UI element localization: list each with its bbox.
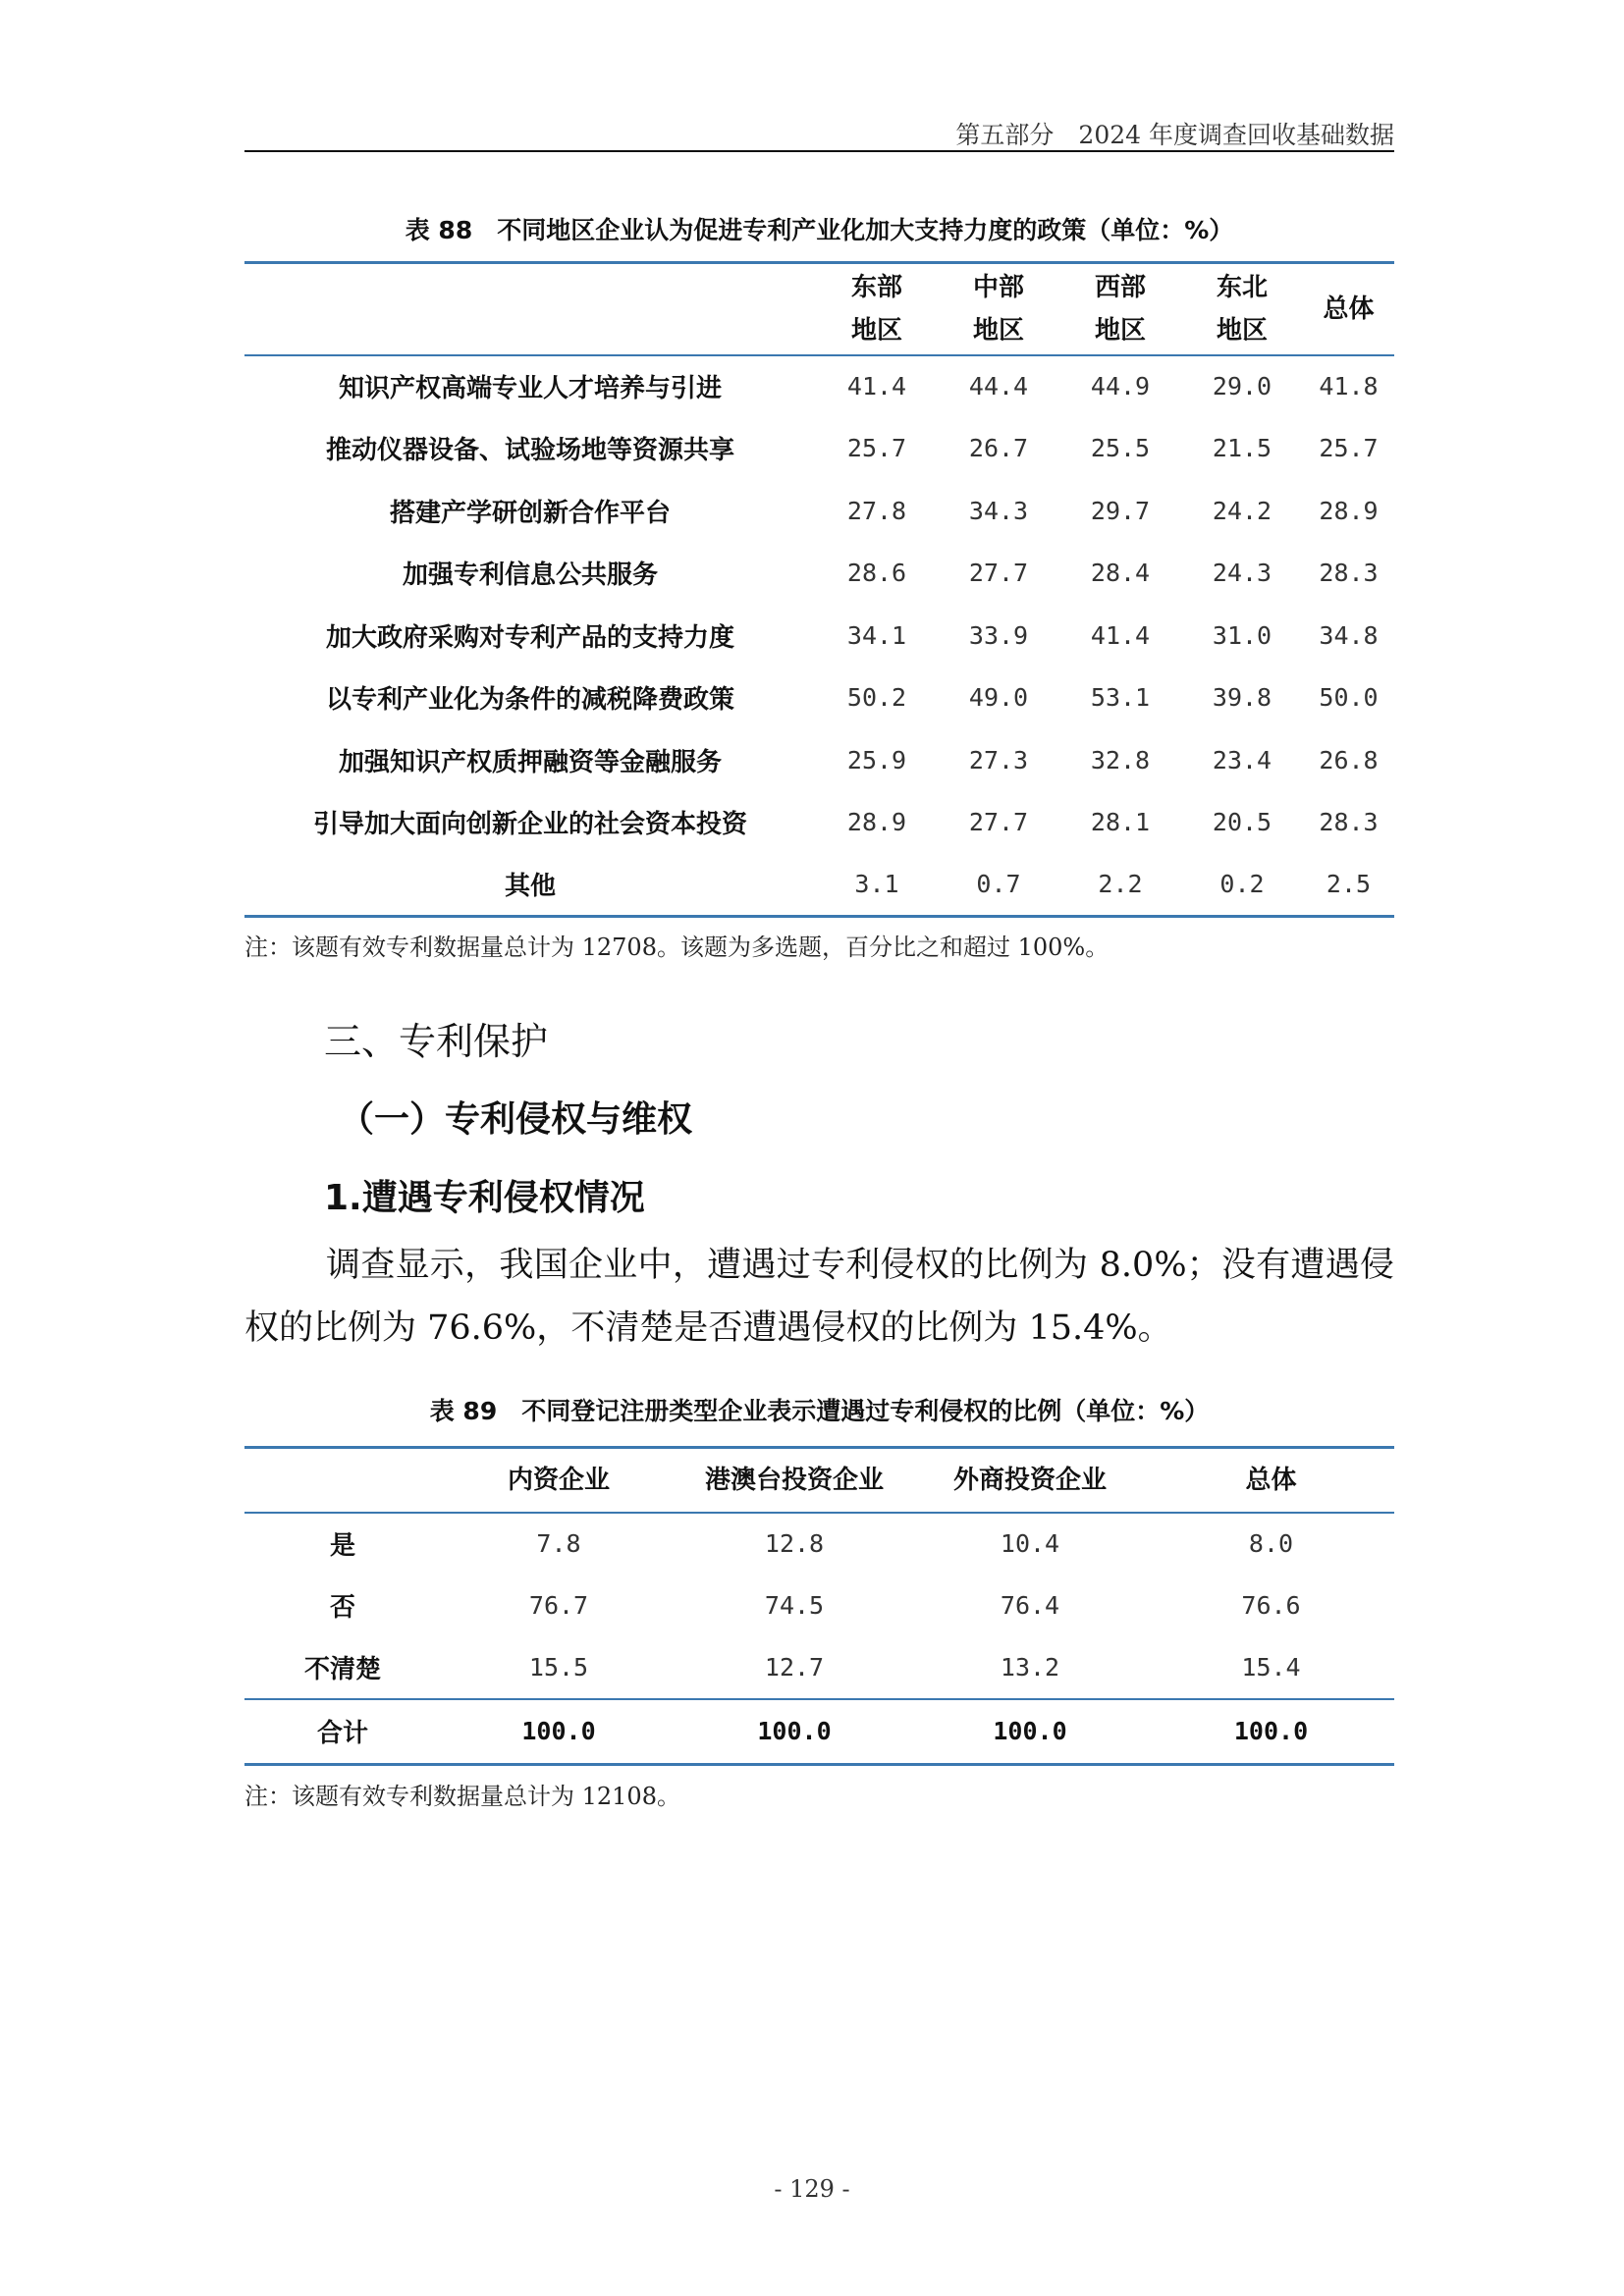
cell-value: 25.9 bbox=[846, 745, 907, 774]
row-label: 不清楚 bbox=[244, 1637, 441, 1700]
cell-value: 41.4 bbox=[1090, 620, 1151, 650]
cell-value: 29.0 bbox=[1212, 372, 1272, 401]
col-line1: 东北 bbox=[1216, 272, 1268, 302]
total-value: 100.0 bbox=[441, 1699, 677, 1764]
cell-value: 2.5 bbox=[1303, 854, 1394, 917]
cell-value: 29.7 bbox=[1090, 496, 1151, 525]
row-label: 加大政府采购对专利产品的支持力度 bbox=[325, 622, 734, 653]
table-89-caption: 表 89 不同登记注册类型企业表示遭遇过专利侵权的比例（单位：%） bbox=[429, 1397, 1210, 1425]
table-row bbox=[244, 667, 1394, 729]
cell-value: 53.1 bbox=[1090, 683, 1151, 713]
table-row bbox=[244, 417, 1394, 480]
cell-value: 34.1 bbox=[846, 620, 907, 650]
row-label: 搭建产学研创新合作平台 bbox=[389, 498, 671, 528]
cell-value: 7.8 bbox=[536, 1529, 581, 1559]
total-value: 100.0 bbox=[1148, 1699, 1394, 1764]
table-row bbox=[244, 1637, 1394, 1700]
row-label: 否 bbox=[329, 1593, 355, 1624]
cell-value: 28.3 bbox=[1319, 559, 1379, 588]
cell-value: 23.4 bbox=[1212, 745, 1272, 774]
cell-value: 12.8 bbox=[764, 1529, 825, 1559]
cell-value: 21.5 bbox=[1212, 434, 1272, 463]
table-89 bbox=[244, 1446, 1394, 1766]
cell-value: 20.5 bbox=[1212, 808, 1272, 837]
table-row bbox=[244, 729, 1394, 792]
cell-value: 25.7 bbox=[846, 434, 907, 463]
cell-value: 26.8 bbox=[1319, 745, 1379, 774]
cell-value: 27.3 bbox=[968, 745, 1029, 774]
table-row bbox=[244, 1575, 1394, 1637]
cell-value: 3.1 bbox=[816, 854, 938, 917]
page-number: - 129 - bbox=[774, 2175, 850, 2203]
col-line1: 西部 bbox=[1094, 272, 1146, 302]
cell-value: 10.4 bbox=[1000, 1529, 1060, 1559]
cell-value: 12.7 bbox=[677, 1637, 912, 1700]
body-paragraph: 调查显示，我国企业中，遭遇过专利侵权的比例为 8.0%；没有遭遇侵权的比例为 76.6%，不清楚是否遭遇侵权的比例为 15.4%。 bbox=[244, 1246, 1394, 1348]
sub-heading: （一）专利侵权与维权 bbox=[339, 1099, 693, 1140]
table-row bbox=[244, 542, 1394, 605]
col-line1: 中部 bbox=[972, 272, 1024, 302]
cell-value: 8.0 bbox=[1248, 1529, 1294, 1559]
table-row bbox=[244, 1513, 1394, 1575]
cell-value: 34.3 bbox=[968, 496, 1029, 525]
table-88-caption: 表 88 不同地区企业认为促进专利产业化加大支持力度的政策（单位：%） bbox=[405, 216, 1234, 244]
table-88-col-west bbox=[1059, 263, 1181, 355]
cell-value: 34.8 bbox=[1319, 620, 1379, 650]
table-89-note: 注：该题有效专利数据量总计为 12108。 bbox=[244, 1783, 680, 1810]
total-row bbox=[244, 1699, 1394, 1764]
cell-value: 33.9 bbox=[968, 620, 1029, 650]
table-row bbox=[244, 480, 1394, 543]
row-label: 引导加大面向创新企业的社会资本投资 bbox=[312, 810, 747, 840]
total-value: 100.0 bbox=[677, 1699, 912, 1764]
table-89-col-total: 总体 bbox=[1148, 1448, 1394, 1513]
row-label: 以专利产业化为条件的减税降费政策 bbox=[325, 685, 734, 716]
table-89-corner bbox=[244, 1448, 441, 1513]
row-label: 知识产权高端专业人才培养与引进 bbox=[338, 374, 722, 404]
col-line1: 总体 bbox=[1323, 294, 1375, 324]
table-89-col-hmt: 港澳台投资企业 bbox=[677, 1448, 912, 1513]
cell-value: 41.8 bbox=[1319, 372, 1379, 401]
col-line2: 地区 bbox=[1216, 315, 1268, 346]
table-row bbox=[244, 605, 1394, 667]
cell-value: 0.2 bbox=[1181, 854, 1303, 917]
row-label: 加强专利信息公共服务 bbox=[402, 561, 658, 591]
cell-value: 25.7 bbox=[1319, 434, 1379, 463]
header-rule bbox=[244, 150, 1394, 152]
col-line2: 地区 bbox=[1094, 315, 1146, 346]
cell-value: 28.9 bbox=[846, 808, 907, 837]
cell-value: 50.2 bbox=[846, 683, 907, 713]
table-89-col-domestic: 内资企业 bbox=[441, 1448, 677, 1513]
col-line2: 地区 bbox=[850, 315, 902, 346]
cell-value: 28.4 bbox=[1090, 559, 1151, 588]
table-row bbox=[244, 355, 1394, 418]
table-88-col-east bbox=[816, 263, 938, 355]
row-label: 是 bbox=[329, 1531, 355, 1562]
cell-value: 50.0 bbox=[1319, 683, 1379, 713]
table-88-corner bbox=[244, 263, 816, 355]
cell-value: 13.2 bbox=[912, 1637, 1148, 1700]
total-label: 合计 bbox=[244, 1699, 441, 1764]
col-line2: 地区 bbox=[972, 315, 1024, 346]
cell-value: 44.9 bbox=[1090, 372, 1151, 401]
cell-value: 76.6 bbox=[1241, 1591, 1301, 1621]
cell-value: 24.2 bbox=[1212, 496, 1272, 525]
row-label: 加强知识产权质押融资等金融服务 bbox=[338, 747, 722, 777]
cell-value: 49.0 bbox=[968, 683, 1029, 713]
cell-value: 28.6 bbox=[846, 559, 907, 588]
section-heading: 三、专利保护 bbox=[324, 1020, 549, 1063]
cell-value: 31.0 bbox=[1212, 620, 1272, 650]
cell-value: 74.5 bbox=[764, 1591, 825, 1621]
table-88-col-northeast bbox=[1181, 263, 1303, 355]
cell-value: 27.8 bbox=[846, 496, 907, 525]
item-heading: 1.遭遇专利侵权情况 bbox=[324, 1178, 645, 1218]
cell-value: 15.4 bbox=[1148, 1637, 1394, 1700]
cell-value: 15.5 bbox=[441, 1637, 677, 1700]
total-value: 100.0 bbox=[912, 1699, 1148, 1764]
cell-value: 28.3 bbox=[1319, 808, 1379, 837]
cell-value: 2.2 bbox=[1059, 854, 1181, 917]
cell-value: 27.7 bbox=[968, 559, 1029, 588]
table-89-col-foreign: 外商投资企业 bbox=[912, 1448, 1148, 1513]
table-88 bbox=[244, 261, 1394, 918]
table-row bbox=[244, 854, 1394, 917]
cell-value: 44.4 bbox=[968, 372, 1029, 401]
cell-value: 28.1 bbox=[1090, 808, 1151, 837]
cell-value: 25.5 bbox=[1090, 434, 1151, 463]
cell-value: 76.7 bbox=[528, 1591, 589, 1621]
cell-value: 32.8 bbox=[1090, 745, 1151, 774]
table-row bbox=[244, 791, 1394, 854]
cell-value: 27.7 bbox=[968, 808, 1029, 837]
table-88-col-total bbox=[1303, 263, 1394, 355]
running-header: 第五部分 2024 年度调查回收基础数据 bbox=[955, 121, 1394, 149]
cell-value: 41.4 bbox=[846, 372, 907, 401]
cell-value: 26.7 bbox=[968, 434, 1029, 463]
col-line1: 东部 bbox=[850, 272, 902, 302]
cell-value: 0.7 bbox=[938, 854, 1059, 917]
cell-value: 39.8 bbox=[1212, 683, 1272, 713]
cell-value: 24.3 bbox=[1212, 559, 1272, 588]
cell-value: 28.9 bbox=[1319, 496, 1379, 525]
row-label: 推动仪器设备、试验场地等资源共享 bbox=[325, 436, 734, 466]
table-88-col-central bbox=[938, 263, 1059, 355]
row-label: 其他 bbox=[244, 854, 816, 917]
cell-value: 76.4 bbox=[1000, 1591, 1060, 1621]
table-88-note: 注：该题有效专利数据量总计为 12708。该题为多选题，百分比之和超过 100%。 bbox=[244, 934, 1110, 961]
